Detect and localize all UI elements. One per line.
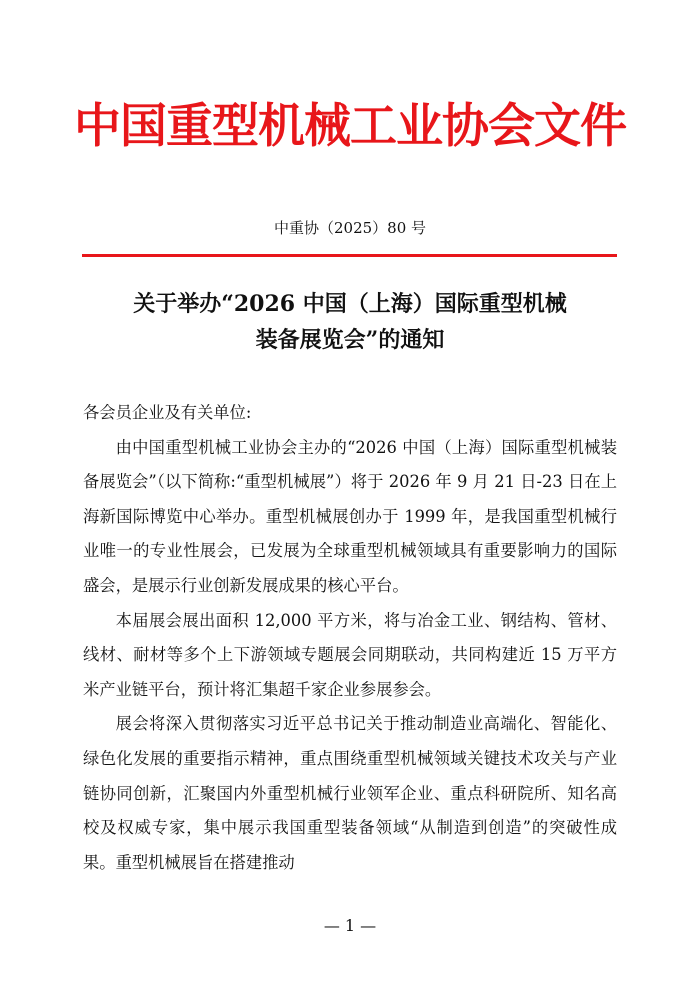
issuer-title: 中国重型机械工业协会文件 xyxy=(74,99,626,154)
salutation: 各会员企业及有关单位: xyxy=(83,403,252,422)
body-paragraph-3: 展会将深入贯彻落实习近平总书记关于推动制造业高端化、智能化、绿色化发展的重要指示精神，重点围绕重型机械领域关键技术攻关与产业链协同创新，汇聚国内外重型机械行业领军企业、重点科研院所、知名高校及权威专家，集中展示我国重型装备领域“从制造到创造”的突破性成果。重型机械展旨在搭建推动 xyxy=(83,714,617,872)
body-paragraph-2: 本届展会展出面积 12,000 平方米，将与冶金工业、钢结构、管材、线材、耐材等多个上下游领域专题展会同期联动，共同构建近 15 万平方米产业链平台，预计将汇集超千家企业参展参会。 xyxy=(83,610,617,699)
document-number: 中重协（2025）80 号 xyxy=(273,219,427,237)
notice-title-line-1: 关于举办“2026 中国（上海）国际重型机械 xyxy=(133,291,567,317)
notice-body xyxy=(83,396,617,880)
red-separator-line xyxy=(82,254,617,257)
notice-title xyxy=(0,286,700,358)
page-number: — 1 — xyxy=(323,916,377,935)
body-paragraph-1: 由中国重型机械工业协会主办的“2026 中国（上海）国际重型机械装备展览会”（以下简称:“重型机械展”）将于 2026 年 9 月 21 日-23 日在上海新国际博览中心举办。重型机械展创办于 1999 年，是我国重型机械行业唯一的专业性展会，已发展为全球重型机械领域具有重要影响力的国际盛会，是展示行业创新发展成果的核心平台。 xyxy=(83,437,617,595)
notice-title-line-2: 装备展览会”的通知 xyxy=(255,327,445,353)
